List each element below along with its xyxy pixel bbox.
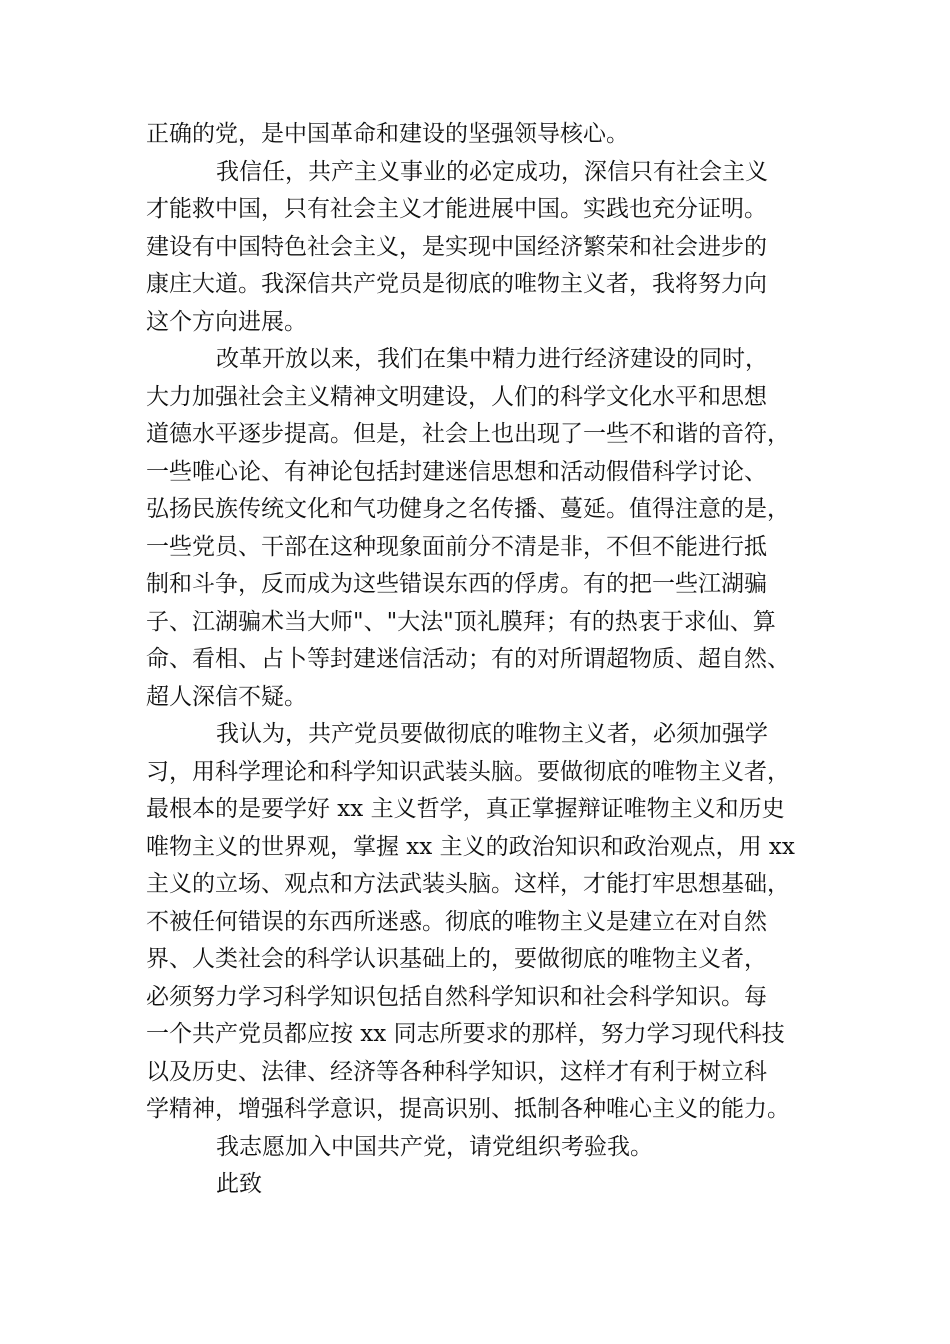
text-line: 大力加强社会主义精神文明建设，人们的科学文化水平和思想 <box>146 383 767 410</box>
text-line: 康庄大道。我深信共产党员是彻底的唯物主义者，我将努力向 <box>146 271 767 297</box>
text-line: 制和斗争，反而成为这些错误东西的俘虏。有的把一些江湖骗 <box>146 571 767 597</box>
text-line: 学精神，增强科学意识，提高识别、抵制各种唯心主义的能力。 <box>146 1096 790 1122</box>
text-line: 道德水平逐步提高。但是，社会上也出现了一些不和谐的音符， <box>146 421 790 447</box>
text-line: 界、人类社会的科学认识基础上的，要做彻底的唯物主义者， <box>146 946 767 972</box>
text-line: 命、看相、占卜等封建迷信活动；有的对所谓超物质、超自然、 <box>146 646 790 672</box>
text-line: 一个共产党员都应按 xx 同志所要求的那样，努力学习现代科技 <box>146 1021 785 1047</box>
text-line: 一些唯心论、有神论包括封建迷信思想和活动假借科学讨论、 <box>146 458 767 485</box>
text-line: 必须努力学习科学知识包括自然科学知识和社会科学知识。每 <box>146 983 767 1010</box>
text-line: 唯物主义的世界观，掌握 xx 主义的政治知识和政治观点，用 xx <box>146 833 795 860</box>
text-line: 建设有中国特色社会主义，是实现中国经济繁荣和社会进步的 <box>146 233 767 260</box>
text-line: 此致 <box>216 1171 262 1197</box>
text-line: 我信任，共产主义事业的必定成功，深信只有社会主义 <box>216 158 768 185</box>
text-line: 才能救中国，只有社会主义才能进展中国。实践也充分证明。 <box>146 196 767 222</box>
text-line: 一些党员、干部在这种现象面前分不清是非，不但不能进行抵 <box>146 533 767 560</box>
text-line: 子、江湖骗术当大师"、"大法"顶礼膜拜；有的热衷于求仙、算 <box>146 608 776 635</box>
text-line: 我志愿加入中国共产党，请党组织考验我。 <box>216 1133 653 1160</box>
text-line: 弘扬民族传统文化和气功健身之名传播、蔓延。值得注意的是， <box>146 496 790 522</box>
text-line: 正确的党，是中国革命和建设的坚强领导核心。 <box>146 121 629 147</box>
text-line: 以及历史、法律、经济等各种科学知识，这样才有利于树立科 <box>146 1058 767 1085</box>
text-line: 习，用科学理论和科学知识武装头脑。要做彻底的唯物主义者， <box>146 758 790 785</box>
text-line: 改革开放以来，我们在集中精力进行经济建设的同时， <box>216 346 768 372</box>
text-line: 主义的立场、观点和方法武装头脑。这样，才能打牢思想基础， <box>146 871 790 897</box>
document-body <box>146 116 836 1204</box>
text-line: 我认为，共产党员要做彻底的唯物主义者，必须加强学 <box>216 721 768 747</box>
text-line: 超人深信不疑。 <box>146 683 307 710</box>
text-line: 这个方向进展。 <box>146 308 307 335</box>
text-line: 最根本的是要学好 xx 主义哲学，真正掌握辩证唯物主义和历史 <box>146 796 785 822</box>
text-line: 不被任何错误的东西所迷惑。彻底的唯物主义是建立在对自然 <box>146 908 767 935</box>
